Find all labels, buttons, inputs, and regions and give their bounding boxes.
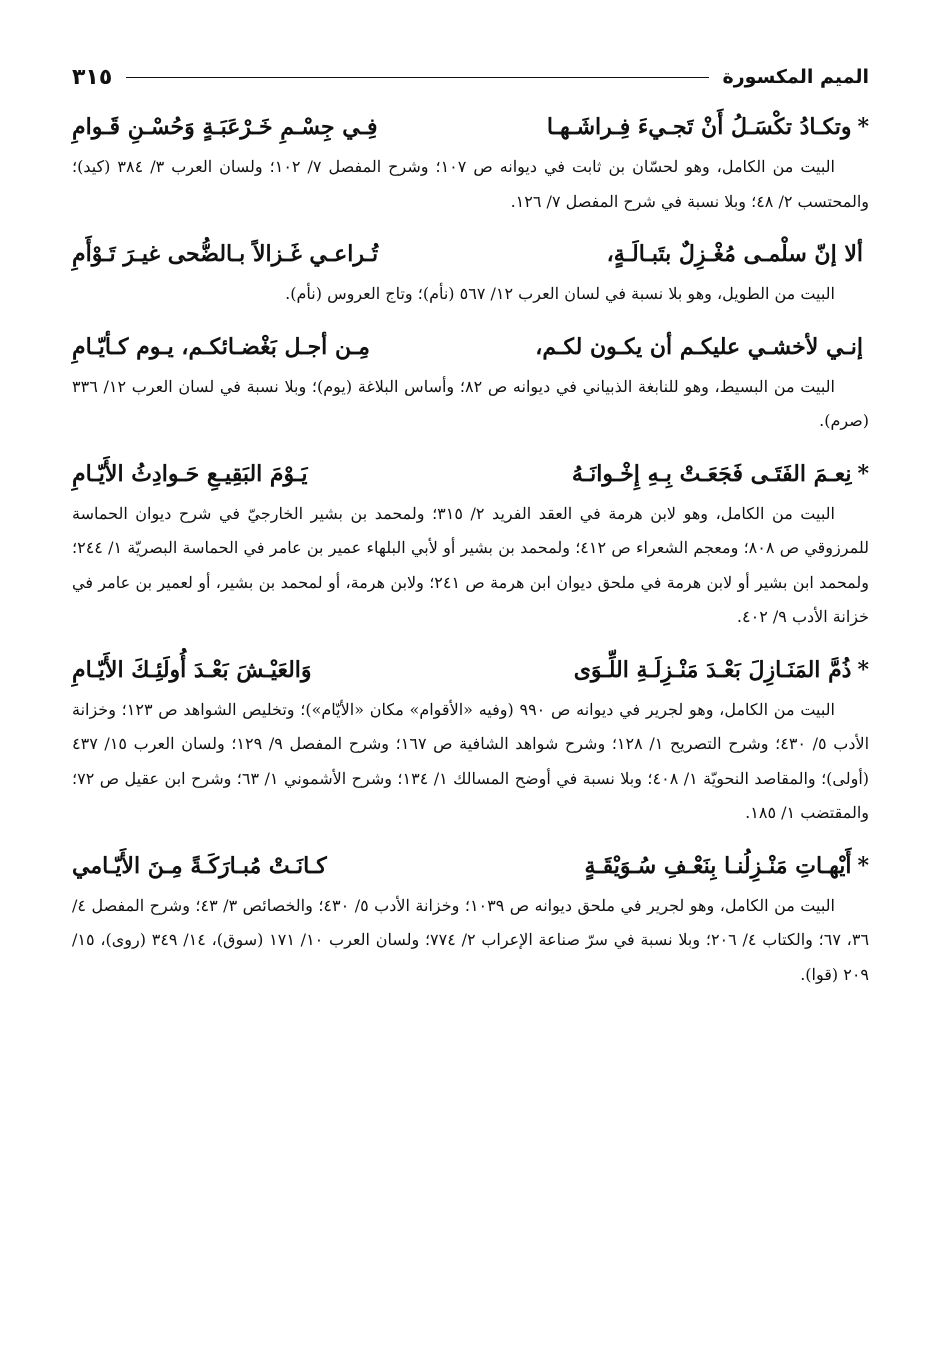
verse-line [72,324,869,370]
verse-entry [72,104,869,219]
verse-line [72,451,869,497]
verse-entry [72,324,869,439]
second-hemistich: وَالعَيْـشَ بَعْـدَ أُولَئِـكَ الأَيّـامِ [72,656,312,683]
verse-entry [72,843,869,993]
page-header [72,60,869,94]
header-rule [126,77,708,78]
second-hemistich: مِـن أجـل بَغْضـائكـم، يـوم كـأيّـامِ [72,333,370,360]
first-hemistich: ذُمَّ المَنَـازِلَ بَعْـدَ مَنْـزِلَـةِ اللِّـوَى [573,656,852,683]
first-hemistich: نِعـمَ الفَتَـى فَجَعَـتْ بِـهِ إِخْـوانَـهُ [571,460,852,487]
verse-entry [72,231,869,312]
star-marker: * [857,852,869,879]
star-marker: * [857,114,869,140]
verse-line [72,843,869,889]
verse-line [72,647,869,693]
first-hemistich: ألا إنّ سلْمـى مُغْـزِلٌ بتَبـالَـةٍ، [606,241,863,267]
verse-source-note: البيت من الطويل، وهو بلا نسبة في لسان العرب ١٢/ ٥٦٧ (نأم)؛ وتاج العروس (نأم). [285,284,835,303]
second-hemistich: كـانَـتْ مُبـارَكَـةً مِـنَ الأَيّـامي [72,852,327,879]
first-hemistich: أَيْهـاتِ مَنْـزِلُنـا بِنَعْـفِ سُـوَيْقَـةٍ [584,852,852,879]
verse-entry [72,647,869,831]
first-hemistich: وتكـادُ تكْسَـلُ أَنْ تَجـيءَ فِـراشَـهـا [546,114,852,140]
running-title: الميم المكسورة [722,66,869,88]
verse-source-note: البيت من الكامل، وهو لجرير في ديوانه ص ٩٩٠ (وفيه «الأقوام» مكان «الأيّام»)؛ وتخليص الشواهد ص ١٢٣؛ وخزانة الأدب ٥/ ٤٣٠؛ وشرح التصريح ١/ ١٢٨؛ وشرح شواهد الشافية ص ١٦٧؛ وشرح المفصل ٩/ ١٢٩؛ ولسان العرب ١٥/ ٤٣٧ (أولى)؛ والمقاصد النحويّة ١/ ٤٠٨؛ وبلا نسبة في أوضح المسالك ١/ ١٣٤؛ وشرح الأشموني ١/ ٦٣؛ وشرح ابن عقيل ص ٧٢؛ والمقتضب ١/ ١٨٥. [72,699,870,822]
second-hemistich: يَـوْمَ البَقِيـعِ حَـوادِثُ الأَيّـامِ [72,460,308,487]
verse-source-note: البيت من الكامل، وهو لحسّان بن ثابت في ديوانه ص ١٠٧؛ وشرح المفصل ٧/ ١٠٢؛ ولسان العرب ٣/ ٣٨٤ (كيد)؛ والمحتسب ٢/ ٤٨؛ وبلا نسبة في شرح المفصل ٧/ ١٢٦. [72,157,869,211]
verse-source-note: البيت من البسيط، وهو للنابغة الذبياني في ديوانه ص ٨٢؛ وأساس البلاغة (يوم)؛ وبلا نسبة في لسان العرب ١٢/ ٣٣٦ (صرم). [72,376,869,430]
verse-entry [72,451,869,635]
second-hemistich: تُـراعـي غَـزالاً بـالضُّحى غيـرَ تَـوْأَمِ [72,241,379,267]
second-hemistich: فِـي جِسْـمِ خَـرْعَبَـةٍ وَحُسْـنِ قَـوامِ [72,114,378,140]
page-number: ٣١٥ [72,64,113,90]
first-hemistich: إنـي لأخشـي عليكـم أن يكـون لكـم، [535,333,863,360]
star-marker: * [857,656,869,683]
verse-line [72,231,869,277]
verse-source-note: البيت من الكامل، وهو لجرير في ملحق ديوانه ص ١٠٣٩؛ وخزانة الأدب ٥/ ٤٣٠؛ والخصائص ٣/ ٤٣؛ وشرح المفصل ٤/ ٣٦، ٦٧؛ والكتاب ٤/ ٢٠٦؛ وبلا نسبة في سرّ صناعة الإعراب ٢/ ٧٧٤؛ ولسان العرب ١٠/ ١٧١ (سوق)، ١٤/ ٣٤٩ (روى)، ١٥/ ٢٠٩ (قوا). [72,895,870,984]
verse-line [72,104,869,150]
star-marker: * [857,460,869,487]
verse-source-note: البيت من الكامل، وهو لابن هرمة في العقد الفريد ٢/ ٣١٥؛ ولمحمد بن بشير الخارجيّ في شرح ديوان الحماسة للمرزوقي ص ٨٠٨؛ ومعجم الشعراء ص ٤١٢؛ ولمحمد بن بشير أو لأبي البلهاء عمير بن عامر في الحماسة البصريّة ١/ ٢٤٤؛ ولمحمد ابن بشير أو لابن هرمة في ملحق ديوان ابن هرمة ص ٢٤١؛ ولابن هرمة، أو لمحمد بن بشير، أو لعمير بن عامر في خزانة الأدب ٩/ ٤٠٢. [72,503,870,626]
